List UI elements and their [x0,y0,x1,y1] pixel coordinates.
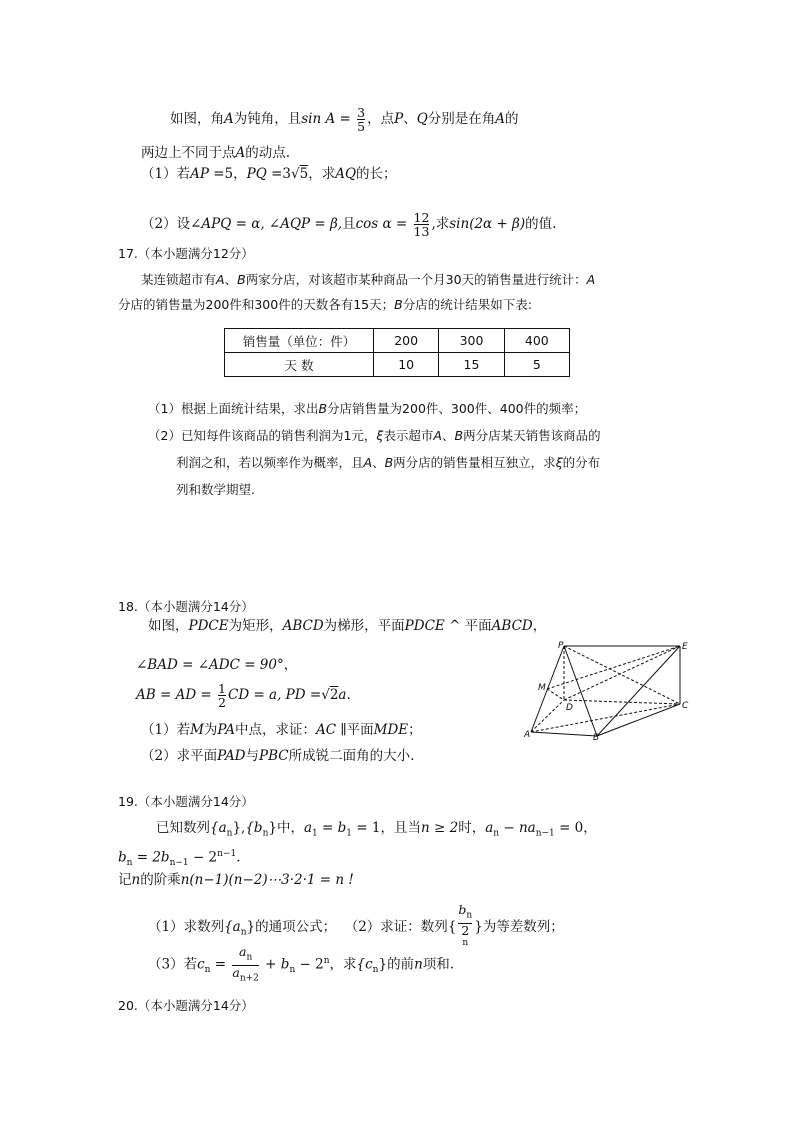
q18-line1: 如图，PDCE为矩形，ABCD为梯形，平面PDCE ^ 平面ABCD， [148,618,547,634]
fraction-12-13: $\frac{12}{13}$ [413,210,430,239]
fraction-an-an2: $\frac{a_n}{a_{n+2}}$ [232,944,259,983]
q17-part1: （1）根据上面统计结果，求出B分店销售量为200件、300件、400件的频率； [148,401,587,416]
fraction-bn-2n: $b_n$ 2 $^n$ [458,903,472,952]
figure-label-M: M [538,683,546,693]
table-cell: 5 [504,353,569,377]
figure-label-C: C [682,701,689,711]
q16-line1: 如图，角A为钝角，且sin A = $\frac{3}{5}$ ，点P、Q分别是在角A的 [170,105,519,134]
table-header-cell: 天 数 [225,353,374,377]
table-header-cell: 销售量（单位：件） [225,329,374,353]
figure-label-D: D [566,703,573,713]
table-cell: 300 [439,329,504,353]
q17-part2-line2: 利润之和，若以频率作为概率，且A、B两分店的销售量相互独立，求ξ的分布 [176,455,601,470]
fraction-1-2: $\frac{1}{2}$ [218,681,226,710]
q16-part2: （2）设∠APQ = α, ∠AQP = β,且cos α = $\frac{12}{13}$ ,求sin(2α + β)的值. [141,210,557,239]
q18-part2: （2）求平面PAD与PBC所成锐二面角的大小. [141,748,415,764]
q19-heading: 19.（本小题满分14分） [118,794,254,809]
q19-line1: 已知数列$\{a_n\},\{b_n\}$中，$a_1 = b_1 = 1$，且当n ≥ 2时，$a_n - na_{n-1} = 0$， [156,820,597,839]
q17-line2: 分店的销售量为200件和300件的天数各有15天；B分店的统计结果如下表: [118,297,532,312]
figure-label-A: A [524,730,531,740]
table-row [225,353,570,377]
table-row [225,329,570,353]
q17-part2: （2）已知每件该商品的销售利润为1元，ξ表示超市A、B两分店某天销售该商品的 [148,428,601,443]
q19-factorial-def: 记n的阶乘n(n−1)(n−2)⋯3·2·1 = n ! [118,872,354,888]
figure-label-P: P [558,641,564,651]
q19-part3: （3）若$c_n$ = $\frac{a_n}{a_{n+2}}$ + $b_n - 2^n$，求$\{c_n\}$的前n项和. [148,944,455,983]
table-cell: 400 [504,329,569,353]
q19-line2: $b_n = 2b_{n-1} - 2^{n-1}$. [118,849,241,869]
figure-label-B: B [593,733,600,740]
solid-geometry-figure [522,640,692,740]
fraction-3-5: $\frac{3}{5}$ [357,105,366,134]
q18-length-condition: AB = AD = $\frac{1}{2}$ CD = a, PD =√2a. [136,681,351,710]
sales-table [224,328,570,377]
q18-heading: 18.（本小题满分14分） [118,599,254,614]
q17-part2-line3: 列和数学期望. [176,482,255,497]
q18-part1: （1）若M为PA中点，求证：AC ∥平面MDE； [141,722,422,738]
figure-label-E: E [682,642,688,652]
q18-angle-condition: ∠BAD = ∠ADC = 90°， [136,657,298,673]
table-cell: 200 [374,329,439,353]
q16-line2: 两边上不同于点A的动点. [141,145,291,161]
q19-parts-1-2: （1）求数列$\{a_n\}$的通项公式； （2）求证：数列{ $b_n$ 2 $^n$ }为等差数列； [148,903,564,952]
table-cell: 10 [374,353,439,377]
q17-heading: 17.（本小题满分12分） [118,246,254,261]
table-cell: 15 [439,353,504,377]
q20-heading: 20.（本小题满分14分） [118,998,254,1013]
q17-line1: 某连锁超市有A、B两家分店，对该超市某种商品一个月30天的销售量进行统计：A [141,272,596,287]
q16-part1: （1）若AP =5，PQ =3√5，求AQ的长； [141,166,397,182]
